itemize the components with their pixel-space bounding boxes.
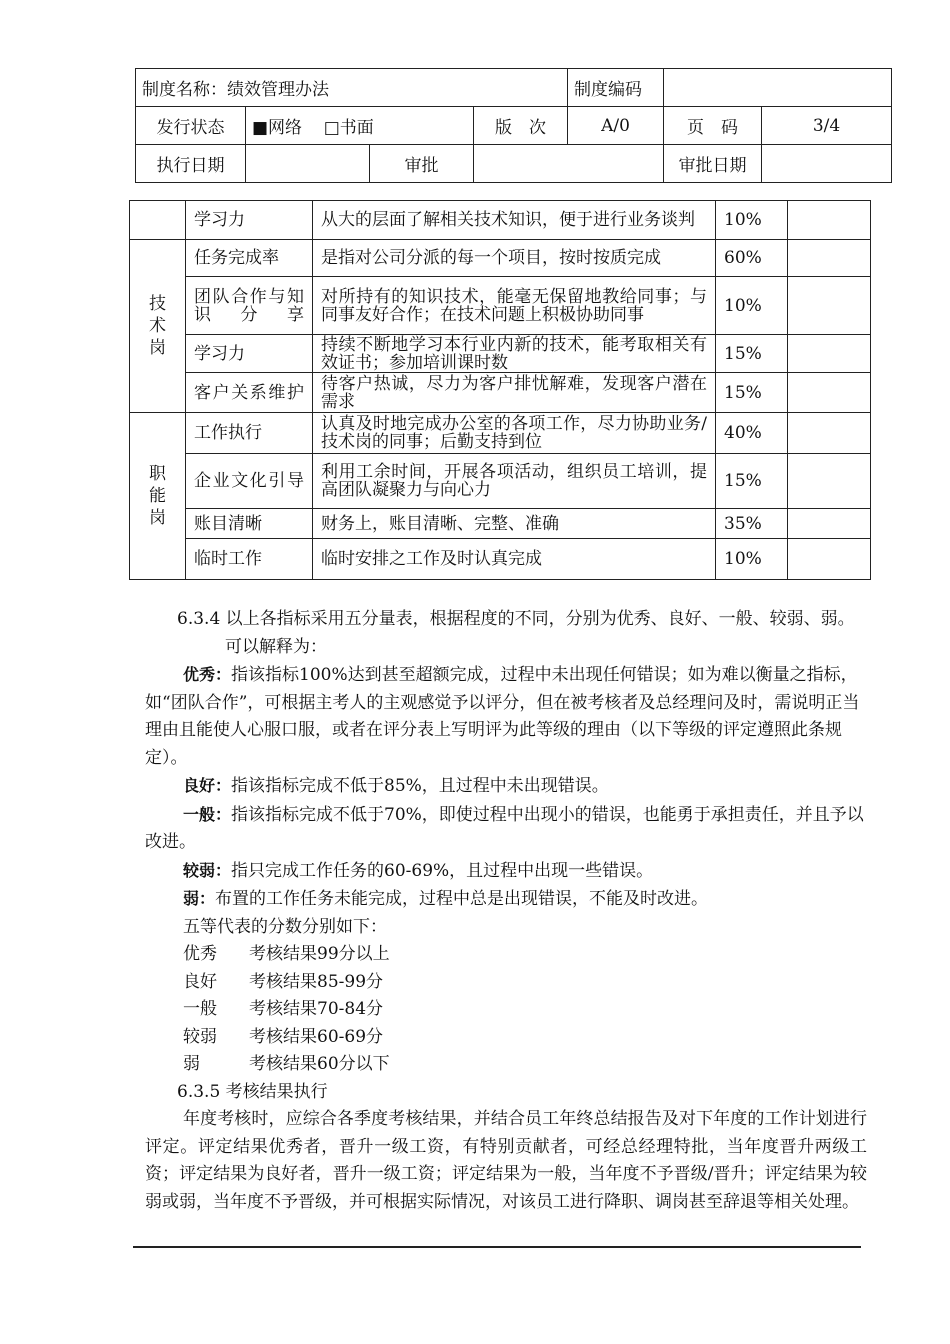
score-cell — [788, 335, 871, 373]
grade-name: 一般 — [183, 999, 217, 1019]
weak-text: 指只完成工作任务的60-69%，且过程中出现一些错误。 — [231, 860, 654, 881]
grade-range: 考核结果85-99分 — [249, 971, 384, 992]
score-cell — [788, 539, 871, 580]
category-func: 职能岗 — [130, 413, 186, 580]
grade-name: 较弱 — [183, 1026, 217, 1047]
indicator-cell: 客户关系维护 — [186, 373, 313, 413]
description-cell: 对所持有的知识技术，能毫无保留地教给同事；与同事友好合作；在技术问题上积极协助同事 — [313, 277, 716, 335]
grade-range: 考核结果99分以上 — [249, 944, 390, 964]
system-name: 制度名称：绩效管理办法 — [136, 69, 568, 107]
grade-row — [145, 941, 867, 969]
weight-cell: 10% — [716, 539, 788, 580]
approve-date-value — [762, 145, 892, 183]
weak-paragraph — [145, 857, 867, 886]
indicator-cell: 团队合作与知识分享 — [186, 277, 313, 335]
poor-text: 布置的工作任务未能完成，过程中总是出现错误，不能及时改进。 — [215, 889, 709, 909]
good-text: 指该指标完成不低于85%，且过程中未出现错误。 — [231, 776, 609, 796]
weak-label: 较弱： — [183, 860, 232, 880]
grade-row — [145, 1051, 867, 1079]
description-cell: 待客户热诚，尽力为客户排忧解难，发现客户潜在需求 — [313, 373, 716, 413]
weight-cell: 10% — [716, 201, 788, 240]
indicator-cell: 学习力 — [186, 201, 313, 240]
category-tech: 技术岗 — [130, 240, 186, 413]
grade-row — [145, 1024, 867, 1052]
score-cell — [788, 373, 871, 413]
table-row — [130, 373, 871, 413]
description-cell: 认真及时地完成办公室的各项工作，尽力协助业务/技术岗的同事；后勤支持到位 — [313, 413, 716, 454]
score-cell — [788, 240, 871, 277]
section-6-3-4-cont: 可以解释为： — [225, 636, 327, 657]
excellent-text: 指该指标100%达到甚至超额完成，过程中未出现任何错误；如为难以衡量之指标，如“团队合作”，可根据主考人的主观感觉予以评分，但在被考核者及总经理问及时，需说明正当理由且能使人心服口服，或者在评分表上写明评为此等级的理由（以下等级的评定遵照此条规定）。 — [145, 665, 860, 768]
issue-status-options — [246, 107, 474, 145]
grade-range: 考核结果60分以下 — [249, 1054, 390, 1074]
exec-date-value — [246, 145, 370, 183]
document-body — [145, 606, 867, 1216]
indicator-cell: 工作执行 — [186, 413, 313, 454]
description-cell: 持续不断地学习本行业内新的技术，能考取相关有效证书；参加培训课时数 — [313, 335, 716, 373]
table-row — [130, 454, 871, 509]
page-label: 页 码 — [664, 107, 762, 145]
excellent-paragraph — [145, 661, 867, 772]
performance-indicator-table — [129, 200, 871, 580]
grade-row — [145, 969, 867, 997]
grade-name: 良好 — [183, 971, 217, 992]
good-paragraph — [145, 772, 867, 801]
table-row — [130, 539, 871, 580]
weight-cell: 40% — [716, 413, 788, 454]
excellent-label: 优秀： — [183, 665, 232, 684]
document-header-table — [135, 68, 892, 183]
version-value: A/0 — [568, 107, 664, 145]
version-label: 版 次 — [474, 107, 568, 145]
section-6-3-4: 6.3.4 以上各指标采用五分量表，根据程度的不同，分别为优秀、良好、一般、较弱、弱。 — [177, 609, 855, 629]
grade-name: 弱 — [183, 1054, 200, 1074]
average-paragraph — [145, 801, 867, 857]
table-row — [130, 201, 871, 240]
footer-divider — [133, 1246, 861, 1248]
approve-value — [474, 145, 664, 183]
weight-cell: 15% — [716, 335, 788, 373]
table-row — [130, 335, 871, 373]
section-6-3-5: 6.3.5 考核结果执行 — [177, 1081, 328, 1102]
description-cell: 财务上，账目清晰、完整、准确 — [313, 509, 716, 539]
score-cell — [788, 413, 871, 454]
description-cell: 临时安排之工作及时认真完成 — [313, 539, 716, 580]
average-label: 一般： — [183, 804, 232, 824]
indicator-cell: 学习力 — [186, 335, 313, 373]
score-cell — [788, 277, 871, 335]
table-row — [130, 509, 871, 539]
grade-range: 考核结果70-84分 — [249, 999, 384, 1019]
table-row — [130, 240, 871, 277]
indicator-cell: 企业文化引导 — [186, 454, 313, 509]
score-cell — [788, 201, 871, 240]
section-6-3-5-text: 年度考核时，应综合各季度考核结果，并结合员工年终总结报告及对下年度的工作计划进行评定。评定结果优秀者，晋升一级工资，有特别贡献者，可经总经理特批，当年度晋升两级工资；评定结果为良好者，晋升一级工资；评定结果为一般，当年度不予晋级/晋升；评定结果为较弱或弱，当年度不予晋级，并可根据实际情况，对该员工进行降职、调岗甚至辞退等相关处理。 — [145, 1109, 867, 1212]
category-cell-empty — [130, 201, 186, 240]
grade-name: 优秀 — [183, 944, 217, 964]
grade-row — [145, 996, 867, 1024]
approve-label: 审批 — [370, 145, 474, 183]
description-cell: 是指对公司分派的每一个项目，按时按质完成 — [313, 240, 716, 277]
table-row — [130, 277, 871, 335]
description-cell: 利用工余时间，开展各项活动，组织员工培训，提高团队凝聚力与向心力 — [313, 454, 716, 509]
indicator-cell: 任务完成率 — [186, 240, 313, 277]
issue-network-option: ■网络 — [252, 118, 303, 138]
grade-range: 考核结果60-69分 — [249, 1026, 384, 1047]
table-row — [130, 413, 871, 454]
system-code-value — [664, 69, 892, 107]
issue-paper-option: □书面 — [323, 118, 374, 138]
exec-date-label: 执行日期 — [136, 145, 246, 183]
poor-paragraph — [145, 885, 867, 914]
issue-status-label: 发行状态 — [136, 107, 246, 145]
approve-date-label: 审批日期 — [664, 145, 762, 183]
weight-cell: 15% — [716, 373, 788, 413]
score-cell — [788, 509, 871, 539]
good-label: 良好： — [183, 776, 232, 795]
weight-cell: 15% — [716, 454, 788, 509]
weight-cell: 10% — [716, 277, 788, 335]
score-cell — [788, 454, 871, 509]
page-value: 3/4 — [762, 107, 892, 145]
description-cell: 从大的层面了解相关技术知识，便于进行业务谈判 — [313, 201, 716, 240]
indicator-cell: 账目清晰 — [186, 509, 313, 539]
system-code-label: 制度编码 — [568, 69, 664, 107]
poor-label: 弱： — [183, 889, 216, 908]
average-text: 指该指标完成不低于70%，即使过程中出现小的错误，也能勇于承担责任，并且予以改进。 — [145, 804, 864, 852]
scores-intro: 五等代表的分数分别如下： — [183, 916, 387, 937]
indicator-cell: 临时工作 — [186, 539, 313, 580]
weight-cell: 60% — [716, 240, 788, 277]
weight-cell: 35% — [716, 509, 788, 539]
